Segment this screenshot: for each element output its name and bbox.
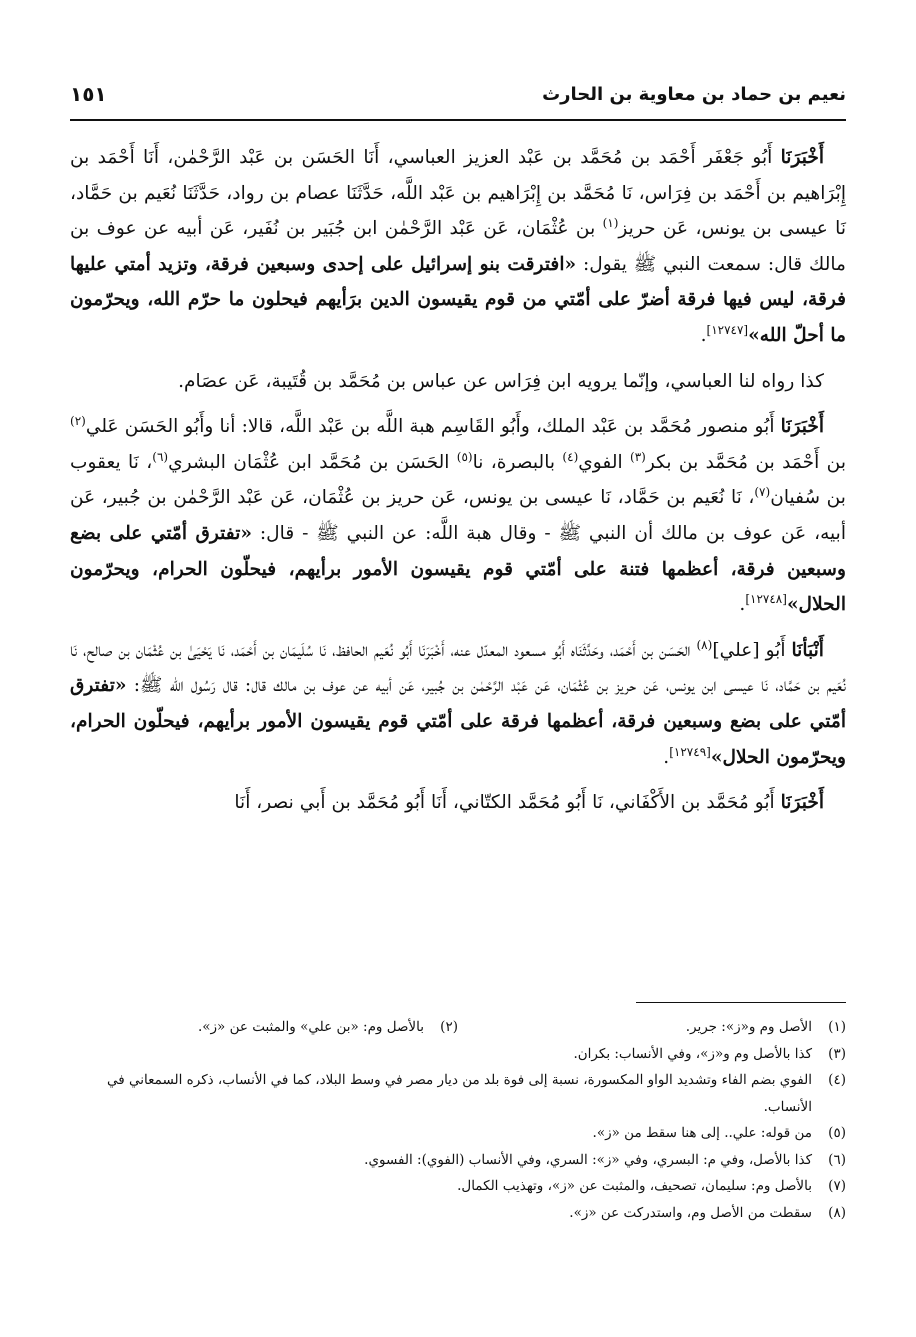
footnote-number: (٢): [440, 1019, 458, 1035]
narration-keyword: أَخْبَرَنَا: [780, 792, 824, 814]
paragraph: [70, 633, 846, 775]
footnote-text: كذا بالأصل، وفي م: البسري، وفي «ز»: السري، وفي الأنساب (الفوي): الفسوي.: [364, 1151, 812, 1168]
footnote: [70, 1014, 458, 1041]
reference-marker: (٨): [696, 637, 713, 652]
paragraph: [70, 409, 846, 623]
running-header: [70, 76, 846, 112]
footnote: [70, 1200, 846, 1227]
text-run: أَبُو جَعْفَر أَحْمَد بن مُحَمَّد بن عَبْد العزيز العباسي، أَنَا الحَسَن بن عَبْد الرَّحْمٰن، أَنَا أَحْمَد بن إِبْرَاهيم بن أَحْمَد بن فِرَاس، نَا مُحَمَّد بن إِبْرَاهيم بن عَبْد اللَّه، حَدَّثَنَا عصام بن رواد، حَدَّثَنَا نُعَيم بن حَمَّاد، نَا عيسى بن يونس، عَن حريز: [70, 147, 846, 240]
header-rule: [70, 119, 846, 121]
reference-marker: (٧): [754, 485, 771, 500]
footnote-pair-row: [70, 1014, 846, 1041]
page-number: ١٥١: [70, 82, 107, 106]
footnote: [458, 1014, 846, 1041]
text-run: بن عُثْمَان، عَن عَبْد الرَّحْمٰن ابن جُبَير بن نُفَير، عَن أبيه عن عوف بن مالك قال: سمعت النبي ﷺ يقول:: [70, 218, 846, 275]
footnotes: [70, 1014, 846, 1226]
footnote-text: من قوله: علي.. إلى هنا سقط من «ز».: [592, 1125, 812, 1141]
paragraph: [70, 364, 846, 400]
footnote: [70, 1120, 846, 1147]
reference-marker: (٤): [562, 449, 579, 464]
footnote-rule: [636, 1002, 846, 1003]
text-run: أَبُو منصور مُحَمَّد بن عَبْد الملك، وأَبُو القَاسِم هبة اللَّه بن عَبْد اللَّه، قالا: أنا وأَبُو الحَسَن عَلي: [85, 416, 781, 438]
text-run: ، نَا نُعَيم بن حَمَّاد، نَا عيسى بن يونس، عَن حريز بن عُثْمَان، عَن عَبْد الرَّحْمٰن بن جُبير، عَن أبيه، عَن عوف بن مالك أن النبي ﷺ - وقال هبة اللَّه: عن النبي ﷺ - قال:: [70, 487, 846, 544]
footnote-number: (٨): [828, 1204, 846, 1221]
paragraph: [70, 785, 846, 821]
running-title: نعيم بن حماد بن معاوية بن الحارث: [542, 83, 846, 105]
reference-marker: [١٢٧٤٩]: [669, 744, 711, 759]
text-run: بالبصرة، نا: [472, 451, 563, 473]
narration-keyword: أَخْبَرَنَا: [780, 147, 824, 168]
footnote-text: الفوي بضم الفاء وتشديد الواو المكسورة، نسبة إلى فوة بلد من ديار مصر في وسط البلاد، كما في الأنساب، ذكره السمعاني في الأنساب.: [107, 1072, 812, 1115]
text-run: .: [663, 746, 670, 768]
text-run: .: [700, 324, 707, 346]
text-run: كذا رواه لنا العباسي، وإنّما يرويه ابن فِرَاس عن عباس بن مُحَمَّد بن قُتَيبة، عَن عصَام.: [178, 370, 824, 392]
text-run: الحَسَن بن مُحَمَّد ابن عُثْمَان البشري: [168, 451, 457, 473]
footnote-text: سقطت من الأصل وم، واستدركت عن «ز».: [569, 1204, 812, 1221]
footnote-number: (١): [828, 1019, 846, 1035]
paragraph: [70, 140, 846, 354]
reference-marker: [١٢٧٤٨]: [745, 591, 787, 606]
text-run: أَبُو [علي]: [712, 639, 792, 661]
footnote-number: (٤): [828, 1072, 846, 1088]
footnote-number: (٥): [828, 1125, 846, 1141]
text-run: ، نَا يعقوب بن سُفيان: [70, 451, 846, 509]
footnote-text: بالأصل وم: «بن علي» والمثبت عن «ز».: [197, 1019, 424, 1035]
footnote-number: (٣): [828, 1045, 846, 1062]
narration-keyword: أَخْبَرَنَا: [780, 416, 824, 438]
footnote: [70, 1067, 846, 1120]
text-run: أَبُو مُحَمَّد بن الأَكْفَاني، نَا أَبُو مُحَمَّد الكتّاني، أَنَا أَبُو مُحَمَّد بن أَبي نصر، أَنَا: [234, 792, 781, 814]
footnote-number: (٧): [828, 1178, 846, 1194]
reference-marker: (٢): [70, 413, 86, 428]
footnote-text: الأصل وم و«ز»: جرير.: [685, 1019, 812, 1035]
narration-keyword: أَنْبَأنَا: [791, 639, 824, 661]
footnote: [70, 1173, 846, 1200]
reference-marker: (٦): [152, 449, 169, 464]
hadith-text: «تفترق أمّتي على بضع وسبعين فرقة، أعظمها فتنة على أمّتي قوم يقيسون الأمور برأيهم، فيحلّون الحرام، ويحرّمون الحلال»: [70, 522, 846, 616]
main-text: [70, 140, 846, 831]
hadith-text: «تفترق أمّتي على بضع وسبعين فرقة، أعظمها فرقة على أمّتي قوم يقيسون الأمور برأيهم، فيحلّون الحرام، ويحرّمون الحلال»: [70, 675, 846, 768]
text-run: الحَسَن بن أَحْمَد، وحَدَّثَنَاه أَبُو مسعود المعدّل عنه، أَخْبَرَنَا أَبُو نُعَيم الحافظ، نَا سُلَيمَان بن أَحْمَد، نَا يَحْيَىٰ بن عُثْمَان بن صالح، نَا نُعَيم بن حَمَّاد، نَا عيسى ابن يونس، عَن حريز بن عُثْمَان، عَن عَبْد الرَّحْمٰن بن جُبير، عَن أبيه عن عوف بن مالك قال: قال رَسُول الله ﷺ:: [70, 639, 846, 697]
text-run: بن أَحْمَد بن مُحَمَّد بن بكر: [645, 451, 847, 473]
text-run: الفوي: [578, 451, 631, 473]
text-run: .: [739, 594, 746, 616]
hadith-text: «افترقت بنو إسرائيل على إحدى وسبعين فرقة، وتزيد أمتي عليها فرقة، ليس فيها فرقة أضرّ على أمّتي من قوم يقيسون الدين برَأيهم فيحلون ما حرّم الله، ويحرّمون ما أحلّ الله»: [70, 253, 846, 346]
footnote-text: بالأصل وم: سليمان، تصحيف، والمثبت عن «ز»، وتهذيب الكمال.: [457, 1178, 812, 1194]
footnote: [70, 1147, 846, 1174]
reference-marker: (٥): [456, 449, 473, 464]
footnote-number: (٦): [828, 1151, 846, 1168]
footnote-text: كذا بالأصل وم و«ز»، وفي الأنساب: بكران.: [573, 1045, 812, 1062]
reference-marker: [١٢٧٤٧]: [706, 322, 749, 337]
footnote: [70, 1041, 846, 1068]
reference-marker: (٣): [630, 449, 646, 464]
reference-marker: (١): [602, 216, 619, 230]
